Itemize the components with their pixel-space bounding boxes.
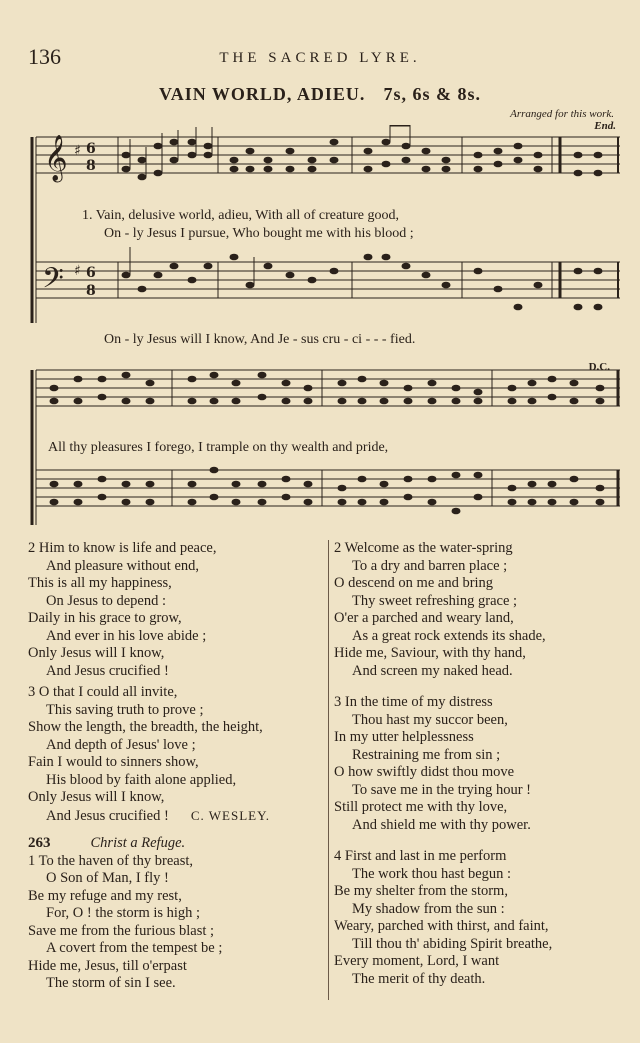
verse-line: Save me from the furious blast ;	[28, 922, 215, 939]
hymn-title: Christ a Refuge.	[90, 835, 186, 851]
verse-line: Only Jesus will I know,	[28, 645, 165, 661]
verse-line: And screen my naked head.	[352, 662, 513, 679]
page-header	[28, 44, 612, 74]
verse-2	[334, 540, 626, 680]
svg-text:6: 6	[86, 141, 96, 157]
verse-line: Restraining me from sin ;	[352, 746, 501, 763]
hymn-heading	[28, 835, 323, 853]
verse-line: As a great rock extends its shade,	[352, 627, 546, 644]
right-column	[334, 540, 626, 988]
verse-line: And ever in his love abide ;	[46, 627, 207, 644]
left-column	[28, 540, 323, 993]
verse-line: And Jesus crucified !	[46, 662, 169, 679]
verse-line: Daily in his grace to grow,	[28, 610, 182, 626]
svg-text:♯: ♯	[74, 143, 81, 159]
svg-text:♯: ♯	[74, 263, 81, 279]
verse-line: And shield me with thy power.	[352, 816, 531, 833]
verse-line: Only Jesus will I know,	[28, 789, 165, 805]
verse-line: The storm of sin I see.	[46, 975, 176, 991]
verse-line: 3 In the time of my distress	[334, 694, 493, 710]
verse-line: 2 Him to know is life and peace,	[28, 540, 217, 556]
column-divider	[328, 540, 329, 1000]
verse-line: For, O ! the storm is high ;	[46, 905, 201, 921]
verse-line: Hide me, Saviour, with thy hand,	[334, 645, 526, 661]
page-number: 136	[28, 44, 61, 69]
verse-line: Thou hast my succor been,	[352, 711, 508, 728]
verse-line: My shadow from the sun :	[352, 900, 505, 917]
verse-line: Every moment, Lord, I want	[334, 953, 500, 969]
verse-line-text: And Jesus crucified !	[46, 807, 169, 824]
verse-line: In my utter helplessness	[334, 729, 474, 745]
music-score	[22, 125, 622, 535]
verse-line: O'er a parched and weary land,	[334, 610, 514, 626]
verse-2	[28, 540, 323, 680]
hymn-263	[28, 835, 323, 993]
verse-line: O how swiftly didst thou move	[334, 764, 515, 780]
verse-line: Hide me, Jesus, till o'erpast	[28, 957, 187, 974]
verse-line: And depth of Jesus' love ;	[46, 736, 196, 753]
score-lyric-line-1b: On - ly Jesus I pursue, Who bought me with his blood ;	[104, 226, 414, 241]
score-lyric-line-3: All thy pleasures I forego, I trample on thy wealth and pride,	[48, 440, 389, 455]
score-lyric-line-2: On - ly Jesus will I know, And Je - sus cru - ci - - - fied.	[104, 332, 416, 347]
verse-line: Thy sweet refreshing grace ;	[352, 592, 518, 609]
verse-line: Show the length, the breadth, the height,	[28, 719, 263, 735]
tune-name: VAIN WORLD, ADIEU.	[159, 84, 366, 104]
verse-line: And pleasure without end,	[46, 557, 200, 574]
svg-text:8: 8	[86, 158, 96, 174]
score-lyric-line-1a: 1. Vain, delusive world, adieu, With all of creature good,	[82, 208, 399, 223]
verse-line: Till thou th' abiding Spirit breathe,	[352, 935, 553, 952]
verse-line: Still protect me with thy love,	[334, 799, 508, 815]
verse-line: 4 First and last in me perform	[334, 848, 507, 864]
verse-line: Be my refuge and my rest,	[28, 887, 182, 904]
arranged-note: Arranged for this work.	[510, 108, 614, 120]
svg-text:6: 6	[86, 265, 96, 281]
svg-text:𝄢: 𝄢	[42, 262, 64, 302]
verse-line: O Son of Man, I fly !	[46, 870, 169, 886]
verse-line: A covert from the tempest be ;	[46, 940, 223, 956]
verse-line: O descend on me and bring	[334, 575, 494, 591]
verse-line: The work thou hast begun :	[352, 865, 512, 882]
verse-3	[334, 694, 626, 834]
running-title: THE SACRED LYRE.	[219, 50, 421, 66]
verse-line: This is all my happiness,	[28, 575, 172, 591]
svg-text:8: 8	[86, 283, 96, 299]
verse-4	[334, 848, 626, 988]
author-credit: C. WESLEY.	[190, 807, 271, 823]
verse-line: Fain I would to sinners show,	[28, 754, 199, 770]
verse-line: This saving truth to prove ;	[46, 701, 204, 718]
verse-line: Be my shelter from the storm,	[334, 883, 508, 899]
verse-line: 3 O that I could all invite,	[28, 684, 178, 700]
tune-meter: 7s, 6s & 8s.	[383, 84, 481, 104]
dc-mark: D.C.	[588, 361, 610, 373]
tune-title	[0, 84, 640, 105]
hymn-number: 263	[28, 835, 51, 851]
end-mark: End.	[594, 120, 616, 132]
verse-line: To a dry and barren place ;	[352, 557, 508, 574]
verse-line: To save me in the trying hour !	[352, 781, 531, 798]
verse-line	[28, 807, 323, 826]
verse-line: His blood by faith alone applied,	[46, 771, 237, 788]
verse-line: On Jesus to depend :	[46, 592, 167, 609]
verse-line: 1 To the haven of thy breast,	[28, 852, 194, 869]
verse-line: The merit of thy death.	[352, 970, 486, 987]
verse-line: 2 Welcome as the water-spring	[334, 540, 513, 556]
verse-3	[28, 684, 323, 825]
verse-line: Weary, parched with thirst, and faint,	[334, 918, 549, 934]
svg-text:𝄞: 𝄞	[44, 135, 68, 181]
